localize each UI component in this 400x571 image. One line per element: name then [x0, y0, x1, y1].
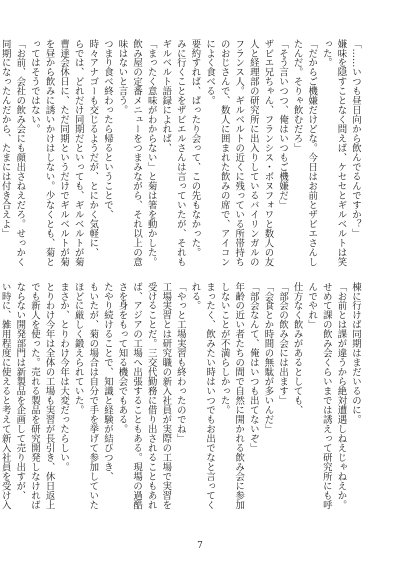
- paragraph: 時々アナゴーも交じるようだが、とにかく気軽に、: [87, 39, 99, 258]
- paragraph: 曹達会休日に、ただ同期というだけでギルベルトが菊を昼から飲みに誘いかけはしない。少なくとも、菊とってはそうではない。: [28, 39, 70, 267]
- paragraph: 「だからご機嫌だけどな。今日はお前とザビエさんしたんだ。そりゃ飲むだろ」: [291, 39, 318, 267]
- paragraph: 「お前、会社の飲み会にも顔出さねえだろ。せっかく同期になったんだから、たまには付き合えよ」: [0, 39, 26, 267]
- paragraph: 要約すれば、ぱったり会って、この先もなかった。: [189, 39, 201, 258]
- paragraph: とりわけ今年は全体の工場も実習が長引き、休日返上でも新人を使った。売れる製品を研究開発しなければならない開発部門は新製品を企画して売り出すが、: [14, 282, 55, 510]
- paragraph: 「そう言いつつ、俺はいつもご機嫌だ」: [277, 39, 289, 210]
- paragraph: もいたが、菊の場合は自分で手を挙げて参加していたほどに厳しく鍛えられていた。: [72, 282, 99, 510]
- paragraph: 「お前とは課が違うから絶対遭遇しねえじゃねえか。せめて課の飲み会くらいまでは誘えって研究所にも呼んでやれ」: [306, 282, 347, 510]
- paragraph: 棟に行けば同期はまだいるのに。: [350, 282, 361, 425]
- paragraph: 嫌味を隠すことなく問えば、ケセセとギルベルトは笑った。: [320, 39, 347, 267]
- paragraph: い時に、雑用程度に使えると考えて新入社員を受け入: [0, 282, 11, 510]
- paragraph: 工場実習とは研究職の新入社員が実際の工場で実習を受けることだ。三交代勤務に借り出されることもあれば、アジアの工場へ出張することもある。現場の過酷さを身をもって知る機会でもある。: [116, 282, 172, 510]
- paragraph: 「やっと工場実習も終わったのでね」: [174, 282, 186, 444]
- paragraph: つまり食べ終わったら帰るということで、: [101, 39, 113, 220]
- paragraph: たやり続けることで、知識と経験が結びつき、: [101, 282, 113, 482]
- text-block-top: [0, 39, 362, 270]
- paragraph: 「部会の飲み会には出ます」: [277, 282, 289, 406]
- paragraph: 「会食とか時間の無駄が多いんだ」: [262, 282, 274, 434]
- paragraph: 飲み屋の定番メニューをつまみながら、それ以上の意味はないと言う。: [116, 39, 143, 267]
- page-number: 7: [197, 541, 203, 551]
- paragraph: みに行くことをザビエルさんは言っていたが、それもギルベルト語録によれば、: [160, 39, 186, 267]
- paragraph: 「……いつも昼日向から飲んでるんですか？」: [350, 39, 361, 239]
- text-block-bottom: [0, 282, 362, 514]
- paragraph: 年齢の近い者たちの間で自然に開かれる飲み会に参加しないことが不満らしかった。: [218, 282, 245, 510]
- paragraph: まったく、飲みたい時はいつでもお出でなと言ってくれる。: [189, 282, 216, 510]
- paragraph: らでは、どれだけ同期だといっても、ギルベルトが菊: [72, 39, 84, 267]
- paragraph: 「部会なんて、俺はいつも出てないぞ」: [247, 282, 259, 453]
- paragraph: 仕方なく飲みがあるとしても、: [291, 282, 303, 415]
- paragraph: ザビエ兄ちゃん、フランシス・ボヌフォワと数人の友人と経理部の研究所に出入りしているバイリンガルのフランス人。ギルベルトの近くに残っている所帯持ちのおじさんで、数人に囲まれた飲みの席で、アイコンによく食べる。: [204, 39, 274, 267]
- paragraph: まさか、とりわけ今年は大変だったらしい。: [58, 282, 70, 472]
- paragraph: 「まったく意味がわからない」と菊は箸を動かした。: [145, 39, 157, 267]
